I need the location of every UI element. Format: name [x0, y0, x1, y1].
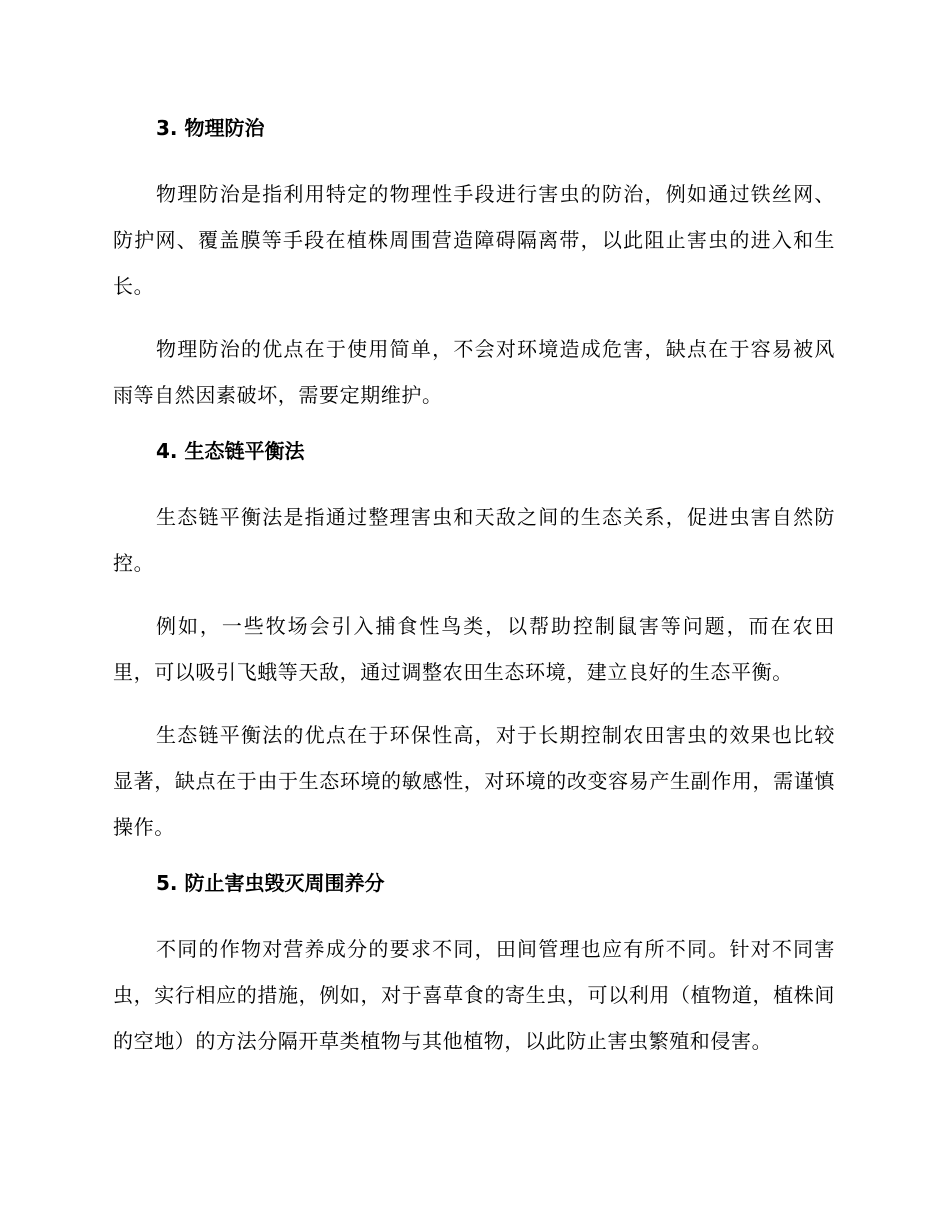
paragraph: 生态链平衡法的优点在于环保性高，对于长期控制农田害虫的效果也比较显著，缺点在于由于生态环境的敏感性，对环境的改变容易产生副作用，需谨慎操作。	[113, 723, 835, 839]
paragraph: 物理防治的优点在于使用简单，不会对环境造成危害，缺点在于容易被风雨等自然因素破坏，需要定期维护。	[113, 337, 835, 407]
paragraph: 物理防治是指利用特定的物理性手段进行害虫的防治，例如通过铁丝网、防护网、覆盖膜等手段在植株周围营造障碍隔离带，以此阻止害虫的进入和生长。	[113, 182, 835, 298]
section-nutrient-protection	[113, 868, 835, 1064]
section-ecological-balance	[113, 436, 835, 850]
section-heading: 5. 防止害虫毁灭周围养分	[156, 871, 385, 895]
paragraph: 生态链平衡法是指通过整理害虫和天敌之间的生态关系，促进虫害自然防控。	[113, 505, 835, 575]
paragraph: 不同的作物对营养成分的要求不同，田间管理也应有所不同。针对不同害虫，实行相应的措施，例如，对于喜草食的寄生虫，可以利用（植物道，植株间的空地）的方法分隔开草类植物与其他植物，以此防止害虫繁殖和侵害。	[113, 937, 835, 1053]
section-heading: 3. 物理防治	[156, 116, 265, 140]
section-heading: 4. 生态链平衡法	[156, 439, 305, 463]
paragraph: 例如，一些牧场会引入捕食性鸟类，以帮助控制鼠害等问题，而在农田里，可以吸引飞蛾等天敌，通过调整农田生态环境，建立良好的生态平衡。	[113, 614, 835, 684]
section-physical-control	[113, 113, 835, 418]
